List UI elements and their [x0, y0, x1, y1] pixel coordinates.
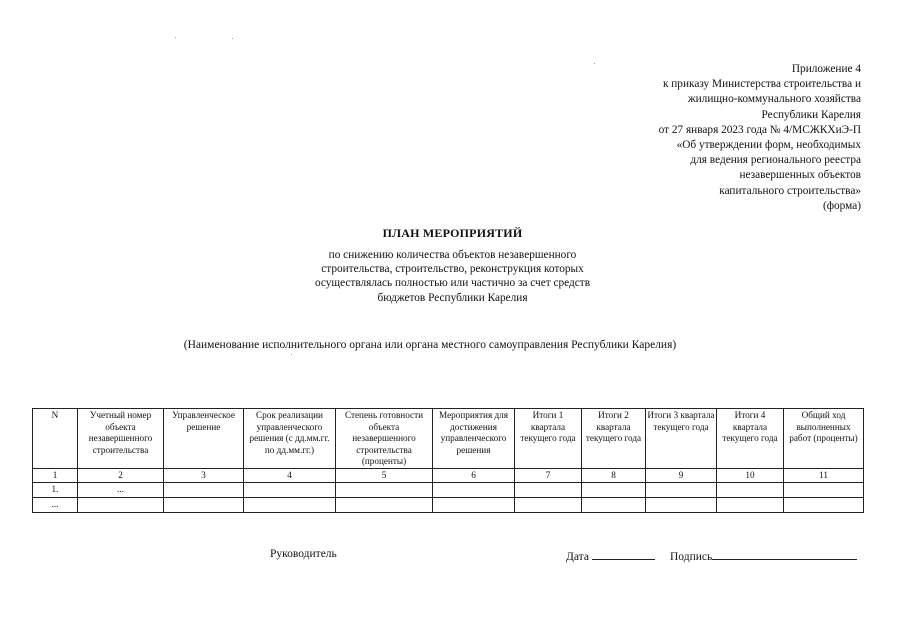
- column-header: Срок реализации управленческого решения (с дд.мм.гг. по дд.мм.гг.): [244, 409, 336, 469]
- column-number-row: [33, 469, 864, 483]
- table-cell: [433, 483, 515, 498]
- table-cell: [336, 483, 433, 498]
- document-title: ПЛАН МЕРОПРИЯТИЙ: [382, 226, 523, 240]
- table-cell: 1.: [33, 483, 78, 498]
- column-header: Итоги 1 квартала текущего года: [515, 409, 582, 469]
- table-cell: ...: [33, 498, 78, 513]
- table-cell: [515, 483, 582, 498]
- table-cell: [515, 498, 582, 513]
- column-number: 8: [582, 469, 646, 483]
- signature-field: [670, 548, 857, 563]
- appendix-line: жилищно-коммунального хозяйства: [687, 93, 861, 106]
- column-number: 10: [717, 469, 784, 483]
- scan-speck: [232, 38, 233, 39]
- column-header: Степень готовности объекта незавершенного строительства (проценты): [336, 409, 433, 469]
- appendix-block: [591, 62, 861, 214]
- table-cell: [433, 498, 515, 513]
- subtitle-line: строительства, строительство, реконструкция которых: [321, 263, 584, 276]
- column-header: Управленческое решение: [164, 409, 244, 469]
- appendix-line: Приложение 4: [791, 63, 861, 75]
- table-cell: [784, 483, 864, 498]
- table-cell: [164, 483, 244, 498]
- column-number: 5: [336, 469, 433, 483]
- table-cell: [582, 498, 646, 513]
- column-header: Мероприятия для достижения управленческого решения: [433, 409, 515, 469]
- scan-speck: [594, 63, 595, 64]
- subtitle-line: по снижению количества объектов незавершенного: [328, 249, 577, 261]
- head-signature-label: Руководитель: [270, 548, 337, 560]
- table-cell: [717, 483, 784, 498]
- table-cell: [646, 498, 717, 513]
- signature-line: [712, 548, 857, 560]
- scan-speck: [291, 354, 292, 355]
- signature-label: Подпись: [670, 551, 713, 563]
- table-header-row: [33, 409, 864, 469]
- table-cell: [646, 483, 717, 498]
- table-row: [33, 498, 864, 513]
- column-number: 3: [164, 469, 244, 483]
- column-number: 11: [784, 469, 864, 483]
- column-number: 6: [433, 469, 515, 483]
- scan-speck: [175, 37, 176, 38]
- column-number: 1: [33, 469, 78, 483]
- appendix-line: к приказу Министерства строительства и: [662, 78, 861, 91]
- appendix-line: капитального строительства»: [719, 184, 861, 197]
- document-subtitle: [0, 248, 905, 305]
- plan-table: [32, 408, 864, 513]
- column-number: 7: [515, 469, 582, 483]
- table-cell: [784, 498, 864, 513]
- table-row: [33, 483, 864, 498]
- organization-caption: (Наименование исполнительного органа или органа местного самоуправления Республики Карелия): [183, 339, 677, 351]
- table-cell: [717, 498, 784, 513]
- appendix-line: незавершенных объектов: [739, 169, 861, 182]
- table-cell: [244, 498, 336, 513]
- appendix-line: (форма): [822, 199, 861, 212]
- column-header: Итоги 3 квартала текущего года: [646, 409, 717, 469]
- subtitle-line: осуществлялась полностью или частично за счет средств: [314, 277, 591, 290]
- date-line: [592, 548, 655, 560]
- appendix-line: от 27 января 2023 года № 4/МСЖКХиЭ-П: [658, 123, 861, 136]
- subtitle-line: бюджетов Республики Карелия: [377, 291, 528, 304]
- table-cell: [78, 498, 164, 513]
- column-header: Итоги 2 квартала текущего года: [582, 409, 646, 469]
- column-header: Учетный номер объекта незавершенного строительства: [78, 409, 164, 469]
- table-cell: [582, 483, 646, 498]
- date-label: Дата: [566, 551, 589, 563]
- column-header: Итоги 4 квартала текущего года: [717, 409, 784, 469]
- appendix-line: для ведения регионального реестра: [690, 154, 861, 167]
- table-cell: [336, 498, 433, 513]
- table-cell: [244, 483, 336, 498]
- column-number: 9: [646, 469, 717, 483]
- column-number: 2: [78, 469, 164, 483]
- column-number: 4: [244, 469, 336, 483]
- column-header: Общий ход выполненных работ (проценты): [784, 409, 864, 469]
- date-field: [566, 548, 655, 563]
- appendix-line: Республики Карелия: [761, 108, 861, 121]
- table-cell: [164, 498, 244, 513]
- appendix-line: «Об утверждении форм, необходимых: [676, 139, 861, 152]
- column-header: N: [33, 409, 78, 469]
- table-cell: ...: [78, 483, 164, 498]
